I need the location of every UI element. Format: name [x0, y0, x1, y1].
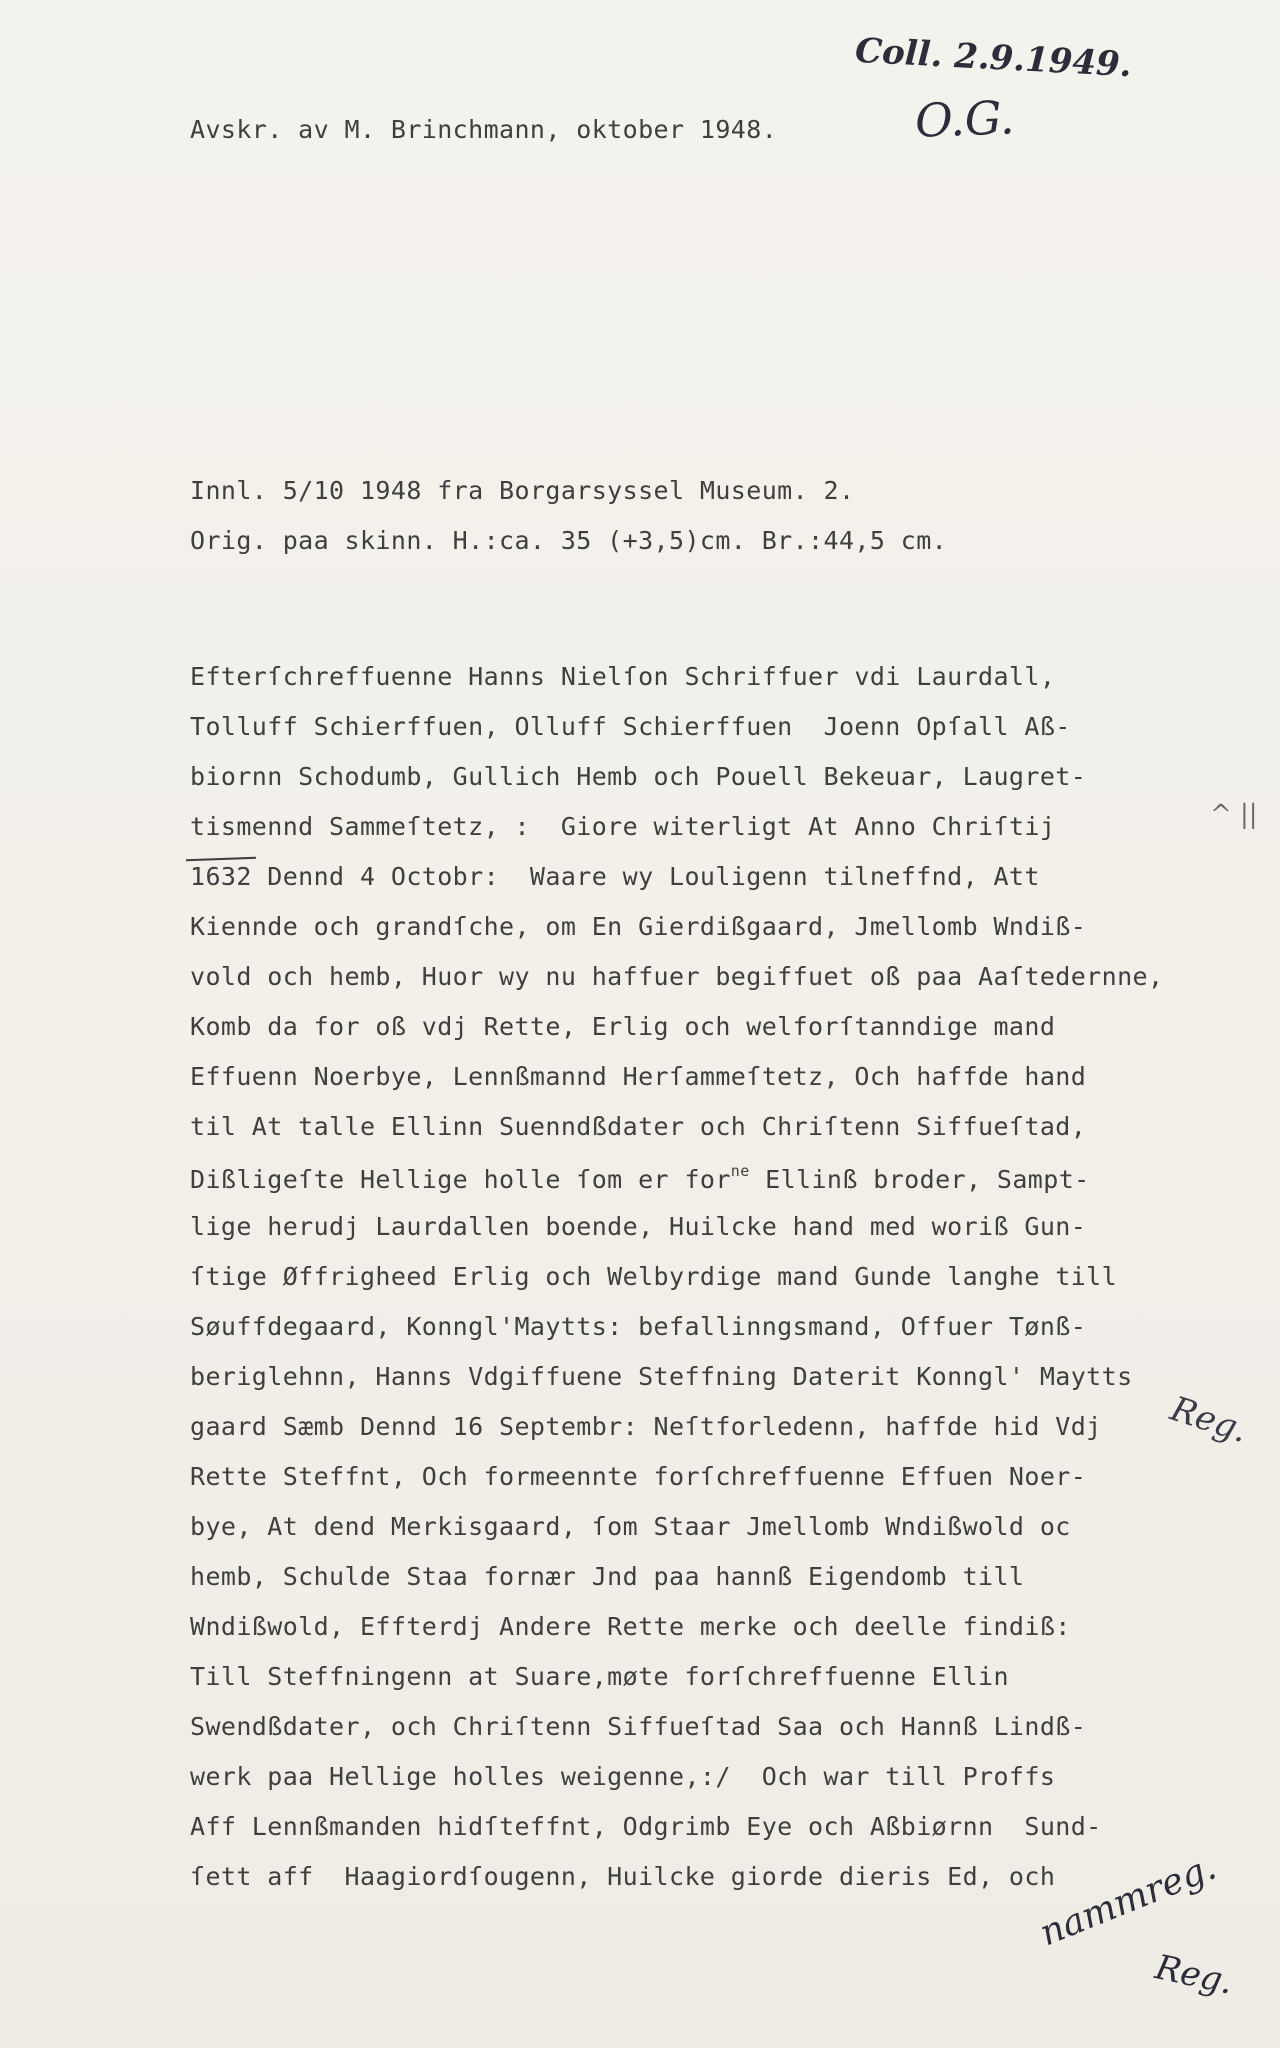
body-line: ſtige Øffrigheed Erlig och Welbyrdige mand Gunde langhe till [190, 1262, 1118, 1291]
receipt-line-1: Innl. 5/10 1948 fra Borgarsyssel Museum. 2. [190, 476, 855, 505]
margin-note-reg-bottom: Reg. [1151, 1947, 1237, 2003]
superscript-ne: ne [730, 1162, 750, 1180]
body-line: Wndißwold, Effterdj Andere Rette merke och deelle findiß: [190, 1612, 1071, 1641]
body-line: Aff Lennßmanden hidſteffnt, Odgrimb Eye och Aßbiørnn Sund- [190, 1812, 1102, 1841]
margin-note-nammreg: nammreg. [1034, 1846, 1222, 1955]
body-line: Kiennde och grandſche, om En Gierdißgaard, Jmellomb Wndiß- [190, 912, 1087, 941]
body-line: gaard Sæmb Dennd 16 Septembr: Neſtforledenn, haffde hid Vdj [190, 1412, 1102, 1441]
body-line: Swendßdater, och Chriſtenn Siffueſtad Saa och Hannß Lindß- [190, 1712, 1087, 1741]
body-line: beriglehnn, Hanns Vdgiffuene Steffning Daterit Konngl' Maytts [190, 1362, 1133, 1391]
body-line-head: Dißligeſte Hellige holle ſom er for [190, 1165, 731, 1194]
body-line: biornn Schodumb, Gullich Hemb och Pouell Bekeuar, Laugret- [190, 762, 1087, 791]
body-line: Søuffdegaard, Konngl'Maytts: befallinngsmand, Offuer Tønß- [190, 1312, 1087, 1341]
body-line: ſett aff Haagiordſougenn, Huilcke giorde dieris Ed, och [190, 1862, 1056, 1891]
body-line: werk paa Hellige holles weigenne,:/ Och war till Proffs [190, 1762, 1056, 1791]
handwritten-initials: O.G. [914, 90, 1016, 148]
collection-stamp: Coll. 2.9.1949. [854, 30, 1133, 86]
margin-caret-mark: ^ || [1210, 800, 1258, 830]
body-line: Komb da for oß vdj Rette, Erlig och welforſtanndige mand [190, 1012, 1056, 1041]
pencil-underline [186, 857, 256, 861]
body-line: lige herudj Laurdallen boende, Huilcke hand med woriß Gun- [190, 1212, 1087, 1241]
body-line-tail: Ellinß broder, Sampt- [749, 1165, 1090, 1194]
margin-note-reg: Reg. [1165, 1388, 1253, 1452]
body-line: til At talle Ellinn Suenndßdater och Chriſtenn Siffueſtad, [190, 1112, 1087, 1141]
body-line: bye, At dend Merkisgaard, ſom Staar Jmellomb Wndißwold oc [190, 1512, 1071, 1541]
body-line: Tolluff Schierffuen, Olluff Schierffuen Joenn Opſall Aß- [190, 712, 1071, 741]
body-line: Till Steffningenn at Suare,møte forſchreffuenne Ellin [190, 1662, 1009, 1691]
body-line: Efterſchreffuenne Hanns Nielſon Schriffuer vdi Laurdall, [190, 662, 1056, 691]
body-line: vold och hemb, Huor wy nu haffuer begiffuet oß paa Aaſtedernne, [190, 962, 1164, 991]
transcription-note: Avskr. av M. Brinchmann, oktober 1948. [190, 115, 778, 144]
receipt-line-2: Orig. paa skinn. H.:ca. 35 (+3,5)cm. Br.:44,5 cm. [190, 526, 948, 555]
body-line: tismennd Sammeſtetz, : Giore witerligt At Anno Chriſtij [190, 812, 1056, 841]
body-line: 1632 Dennd 4 Octobr: Waare wy Louligenn tilneffnd, Att [190, 862, 1040, 891]
body-line: Effuenn Noerbye, Lennßmannd Herſammeſtetz, Och haffde hand [190, 1062, 1087, 1091]
body-line [190, 1162, 1090, 1194]
body-line: Rette Steffnt, Och formeennte forſchreffuenne Effuen Noer- [190, 1462, 1087, 1491]
body-line: hemb, Schulde Staa fornær Jnd paa hannß Eigendomb till [190, 1562, 1025, 1591]
